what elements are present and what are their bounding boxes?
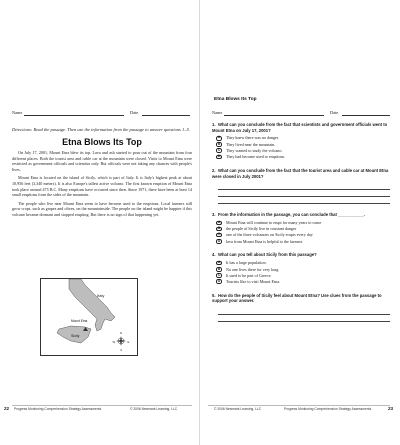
passage-paragraph: On July 17, 2001, Mount Etna blew its top. Lava and ash started to pour out of the mountain from four different places. Both the tourist area and cable car at the mountain were closed. Visits to Mount Etna were restricted as government officials and scientists only. But officials were not taking any chances with people's lives. xyxy=(12,150,192,172)
running-header-title: Etna Blows Its Top xyxy=(214,97,257,102)
answer-option[interactable]: D They had become used to eruptions. xyxy=(217,154,286,160)
directions: Directions: Read the passage. Then use the information from the passage to answer questions 1–5. xyxy=(12,127,190,132)
question-number: 5. xyxy=(212,292,216,298)
answer-option[interactable]: D lava from Mount Etna is helpful to the farmers xyxy=(217,238,303,244)
question-4 xyxy=(212,252,390,284)
question-stem: From the information in the passage, you can conclude that ___________. xyxy=(218,212,365,218)
date-blank[interactable] xyxy=(342,115,390,116)
name-blank[interactable] xyxy=(224,115,324,116)
answer-option[interactable]: A It has a large population. xyxy=(217,260,267,266)
answer-line[interactable] xyxy=(218,183,390,190)
question-list xyxy=(212,122,390,322)
answer-bubble[interactable]: A xyxy=(217,220,221,225)
footer-series-left: Progress Monitoring Comprehension Strategy Assessments xyxy=(14,407,102,411)
question-3 xyxy=(212,212,390,244)
footer-series-right: Progress Monitoring Comprehension Strategy Assessments xyxy=(284,407,372,411)
answer-option[interactable]: A Mount Etna will continue to erupt for many years to come xyxy=(217,220,322,226)
answer-bubble[interactable]: B xyxy=(217,266,221,271)
footer-rule xyxy=(208,405,390,406)
question-number: 2. xyxy=(212,167,216,173)
question-stem: How do the people of Sicily feel about Mount Etna? Use clues from the passage to support your answer. xyxy=(212,292,382,304)
page-number-right: 23 xyxy=(388,406,394,411)
question-number: 3. xyxy=(212,212,216,218)
answer-line[interactable] xyxy=(218,197,390,204)
answer-line[interactable] xyxy=(218,308,390,315)
passage-paragraph: The people who live near Mount Etna seem to have become used to the eruptions. Local farmers still grow crops, such as grapes and olives, on the mountainside. The people on the island might be happier if this volcano became dormant and stopped erupting. But there is no sign of that happening yet. xyxy=(12,200,192,217)
question-number: 1. xyxy=(212,122,216,127)
answer-bubble[interactable]: C xyxy=(217,272,221,277)
answer-option[interactable]: C They wanted to study the volcano. xyxy=(217,147,283,153)
answer-option[interactable]: B They lived near the mountain. xyxy=(217,141,276,147)
answer-bubble[interactable]: B xyxy=(217,141,221,146)
footer-rule xyxy=(12,405,192,406)
question-2 xyxy=(212,168,390,204)
compass-s: S xyxy=(120,347,123,352)
map-label-etna: Mount Etna xyxy=(71,319,88,323)
answer-bubble[interactable]: A xyxy=(217,260,221,265)
question-stem: What can you conclude from the fact that the tourist area and cable car at Mount Etna were closed in July 2001? xyxy=(212,167,389,179)
question-5 xyxy=(212,293,390,322)
answer-option[interactable]: D Tourists like to visit Mount Etna. xyxy=(217,278,281,284)
page-number-left: 22 xyxy=(4,406,10,411)
answer-bubble[interactable]: D xyxy=(217,278,221,283)
answer-options xyxy=(212,135,390,160)
answer-options xyxy=(212,220,390,245)
passage-title: Etna Blows Its Top xyxy=(62,137,142,147)
answer-option[interactable]: B the people of Sicily live in constant danger xyxy=(217,226,297,232)
question-stem: What can you conclude from the fact that scientists and government officials went to Mount Etna on July 17, 2001? xyxy=(212,122,388,133)
answer-option[interactable]: C one of the three volcanoes on Sicily erupts every day xyxy=(217,232,313,238)
answer-bubble[interactable]: D xyxy=(217,238,221,243)
answer-line[interactable] xyxy=(218,190,390,197)
answer-bubble[interactable]: C xyxy=(217,232,221,237)
answer-options xyxy=(212,260,390,285)
right-page xyxy=(212,110,390,322)
date-blank[interactable] xyxy=(142,115,190,116)
question-number: 4. xyxy=(212,252,216,258)
compass-n: N xyxy=(120,331,123,335)
name-label: Name xyxy=(212,110,223,115)
map-illustration xyxy=(41,279,138,356)
name-label: Name xyxy=(12,110,23,115)
map-label-sicily: Sicily xyxy=(71,334,80,338)
answer-bubble[interactable]: A xyxy=(217,135,221,140)
question-stem: What can you tell about Sicily from this passage? xyxy=(218,252,317,258)
answer-bubble[interactable]: C xyxy=(217,147,221,152)
name-blank[interactable] xyxy=(24,115,124,116)
date-label: Date xyxy=(330,110,339,115)
footer-copyright-left: © 2006 Newmark Learning, LLC xyxy=(130,407,178,411)
map-label-italy: Italy xyxy=(97,293,105,298)
answer-bubble[interactable]: D xyxy=(217,154,221,159)
passage-paragraph: Mount Etna is located on the island of Sicily, which is part of Italy. It is Italy's highest peak at about 10,956 feet (3,340 meters). It is also Europe's tallest active volcano. The first known eruption of Mount Etna took place around 475 B.C. Many eruptions have occurred since then. Since 1971, there have been at least 14 small eruptions from the sides of the mountain. xyxy=(12,175,192,198)
sicily-map xyxy=(40,278,138,356)
name-date-line xyxy=(12,110,192,118)
answer-bubble[interactable]: B xyxy=(217,226,221,231)
question-1 xyxy=(212,122,390,160)
compass-w: W xyxy=(112,339,116,344)
answer-option[interactable]: B No one lives there for very long. xyxy=(217,266,280,272)
date-label: Date xyxy=(130,110,139,115)
compass-e: E xyxy=(127,339,130,344)
page-gutter xyxy=(199,0,200,445)
left-page xyxy=(12,110,192,218)
answer-option[interactable]: C It used to be part of Greece. xyxy=(217,272,272,278)
answer-option[interactable]: A They knew there was no danger. xyxy=(217,135,279,141)
name-date-line xyxy=(212,110,390,118)
answer-lines xyxy=(212,183,390,204)
answer-lines xyxy=(212,308,390,322)
footer-copyright-right: © 2006 Newmark Learning, LLC xyxy=(214,407,262,411)
answer-line[interactable] xyxy=(218,315,390,322)
